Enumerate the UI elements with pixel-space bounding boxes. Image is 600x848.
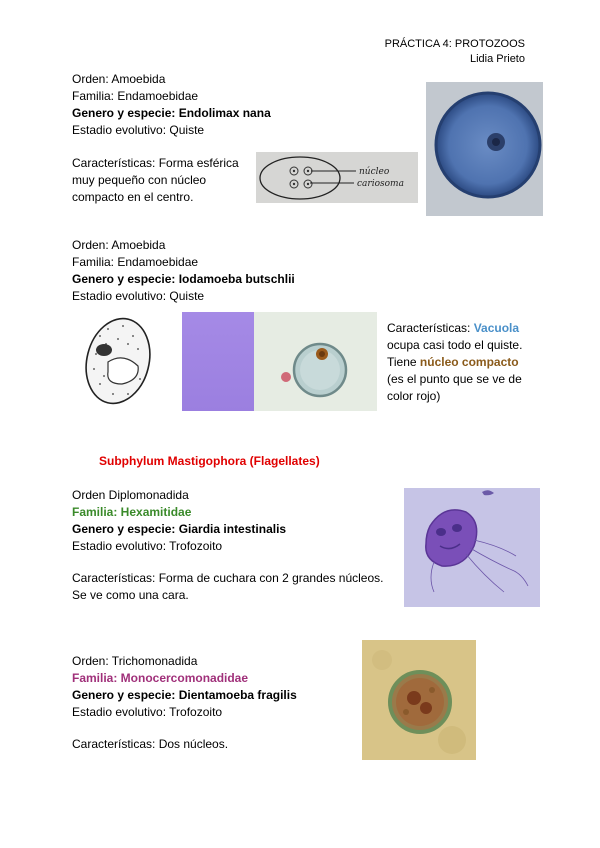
orden-label: Orden: Amoebida	[72, 238, 166, 252]
tiene-text: Tiene	[387, 355, 420, 369]
orden-label: Orden: Trichomonadida	[72, 654, 198, 668]
caracteristicas-line: Características: Forma de cuchara con 2 grandes núcleos.	[72, 571, 384, 585]
nucleo-compacto-highlight: núcleo compacto	[419, 355, 519, 369]
caracteristicas-line: (es el punto que se ve de	[387, 372, 522, 386]
section-iodamoeba	[72, 237, 295, 305]
dientamoeba-micrograph	[362, 640, 476, 760]
familia-label: Familia: Endamoebidae	[72, 255, 199, 269]
subphylum-heading: Subphylum Mastigophora (Flagellates)	[99, 454, 320, 468]
caracteristicas-line: ocupa casi todo el quiste.	[387, 338, 523, 352]
caracteristicas-prefix: Características:	[387, 321, 474, 335]
vacuola-highlight: Vacuola	[473, 321, 520, 335]
genero-label: Genero y especie: Endolimax nana	[72, 106, 271, 120]
sketch-label-nucleo: núcleo	[359, 167, 390, 177]
genero-label: Genero y especie: Dientamoeba fragilis	[72, 688, 297, 702]
iodamoeba-sketch-image	[78, 314, 158, 409]
estadio-label: Estadio evolutivo: Quiste	[72, 289, 205, 303]
caracteristicas-line: compacto en el centro.	[72, 190, 194, 204]
caracteristicas-endolimax	[72, 155, 239, 206]
estadio-label: Estadio evolutivo: Trofozoito	[72, 705, 223, 719]
page-header	[385, 37, 525, 67]
iodamoeba-stained-image	[182, 312, 254, 411]
endolimax-micrograph	[426, 82, 543, 216]
familia-label: Familia: Endamoebidae	[72, 89, 199, 103]
giardia-micrograph	[404, 488, 540, 607]
genero-label: Genero y especie: Giardia intestinalis	[72, 522, 287, 536]
practice-title: PRÁCTICA 4: PROTOZOOS	[384, 38, 525, 50]
caracteristicas-line: muy pequeño con núcleo	[72, 173, 207, 187]
section-giardia	[72, 487, 286, 555]
sketch-label-cariosoma: cariosoma	[357, 179, 404, 189]
iodamoeba-micrograph	[254, 312, 377, 411]
orden-label: Orden: Amoebida	[72, 72, 166, 86]
caracteristicas-line: Se ve como una cara.	[72, 588, 189, 602]
section-dientamoeba	[72, 653, 297, 721]
familia-label: Familia: Monocercomonadidae	[72, 671, 249, 685]
section-endolimax	[72, 71, 271, 139]
orden-label: Orden Diplomonadida	[72, 488, 189, 502]
caracteristicas-iodamoeba	[387, 320, 537, 405]
caracteristicas-giardia	[72, 570, 383, 604]
familia-label: Familia: Hexamitidae	[72, 505, 192, 519]
genero-label: Genero y especie: Iodamoeba butschlii	[72, 272, 295, 286]
estadio-label: Estadio evolutivo: Trofozoito	[72, 539, 223, 553]
caracteristicas-line: color rojo)	[387, 389, 441, 403]
caracteristicas-line: Características: Forma esférica	[72, 156, 239, 170]
author-name: Lidia Prieto	[469, 53, 525, 65]
caracteristicas-line: Características: Dos núcleos.	[72, 737, 229, 751]
caracteristicas-dientamoeba	[72, 736, 228, 753]
endolimax-sketch-image	[256, 152, 418, 203]
estadio-label: Estadio evolutivo: Quiste	[72, 123, 205, 137]
